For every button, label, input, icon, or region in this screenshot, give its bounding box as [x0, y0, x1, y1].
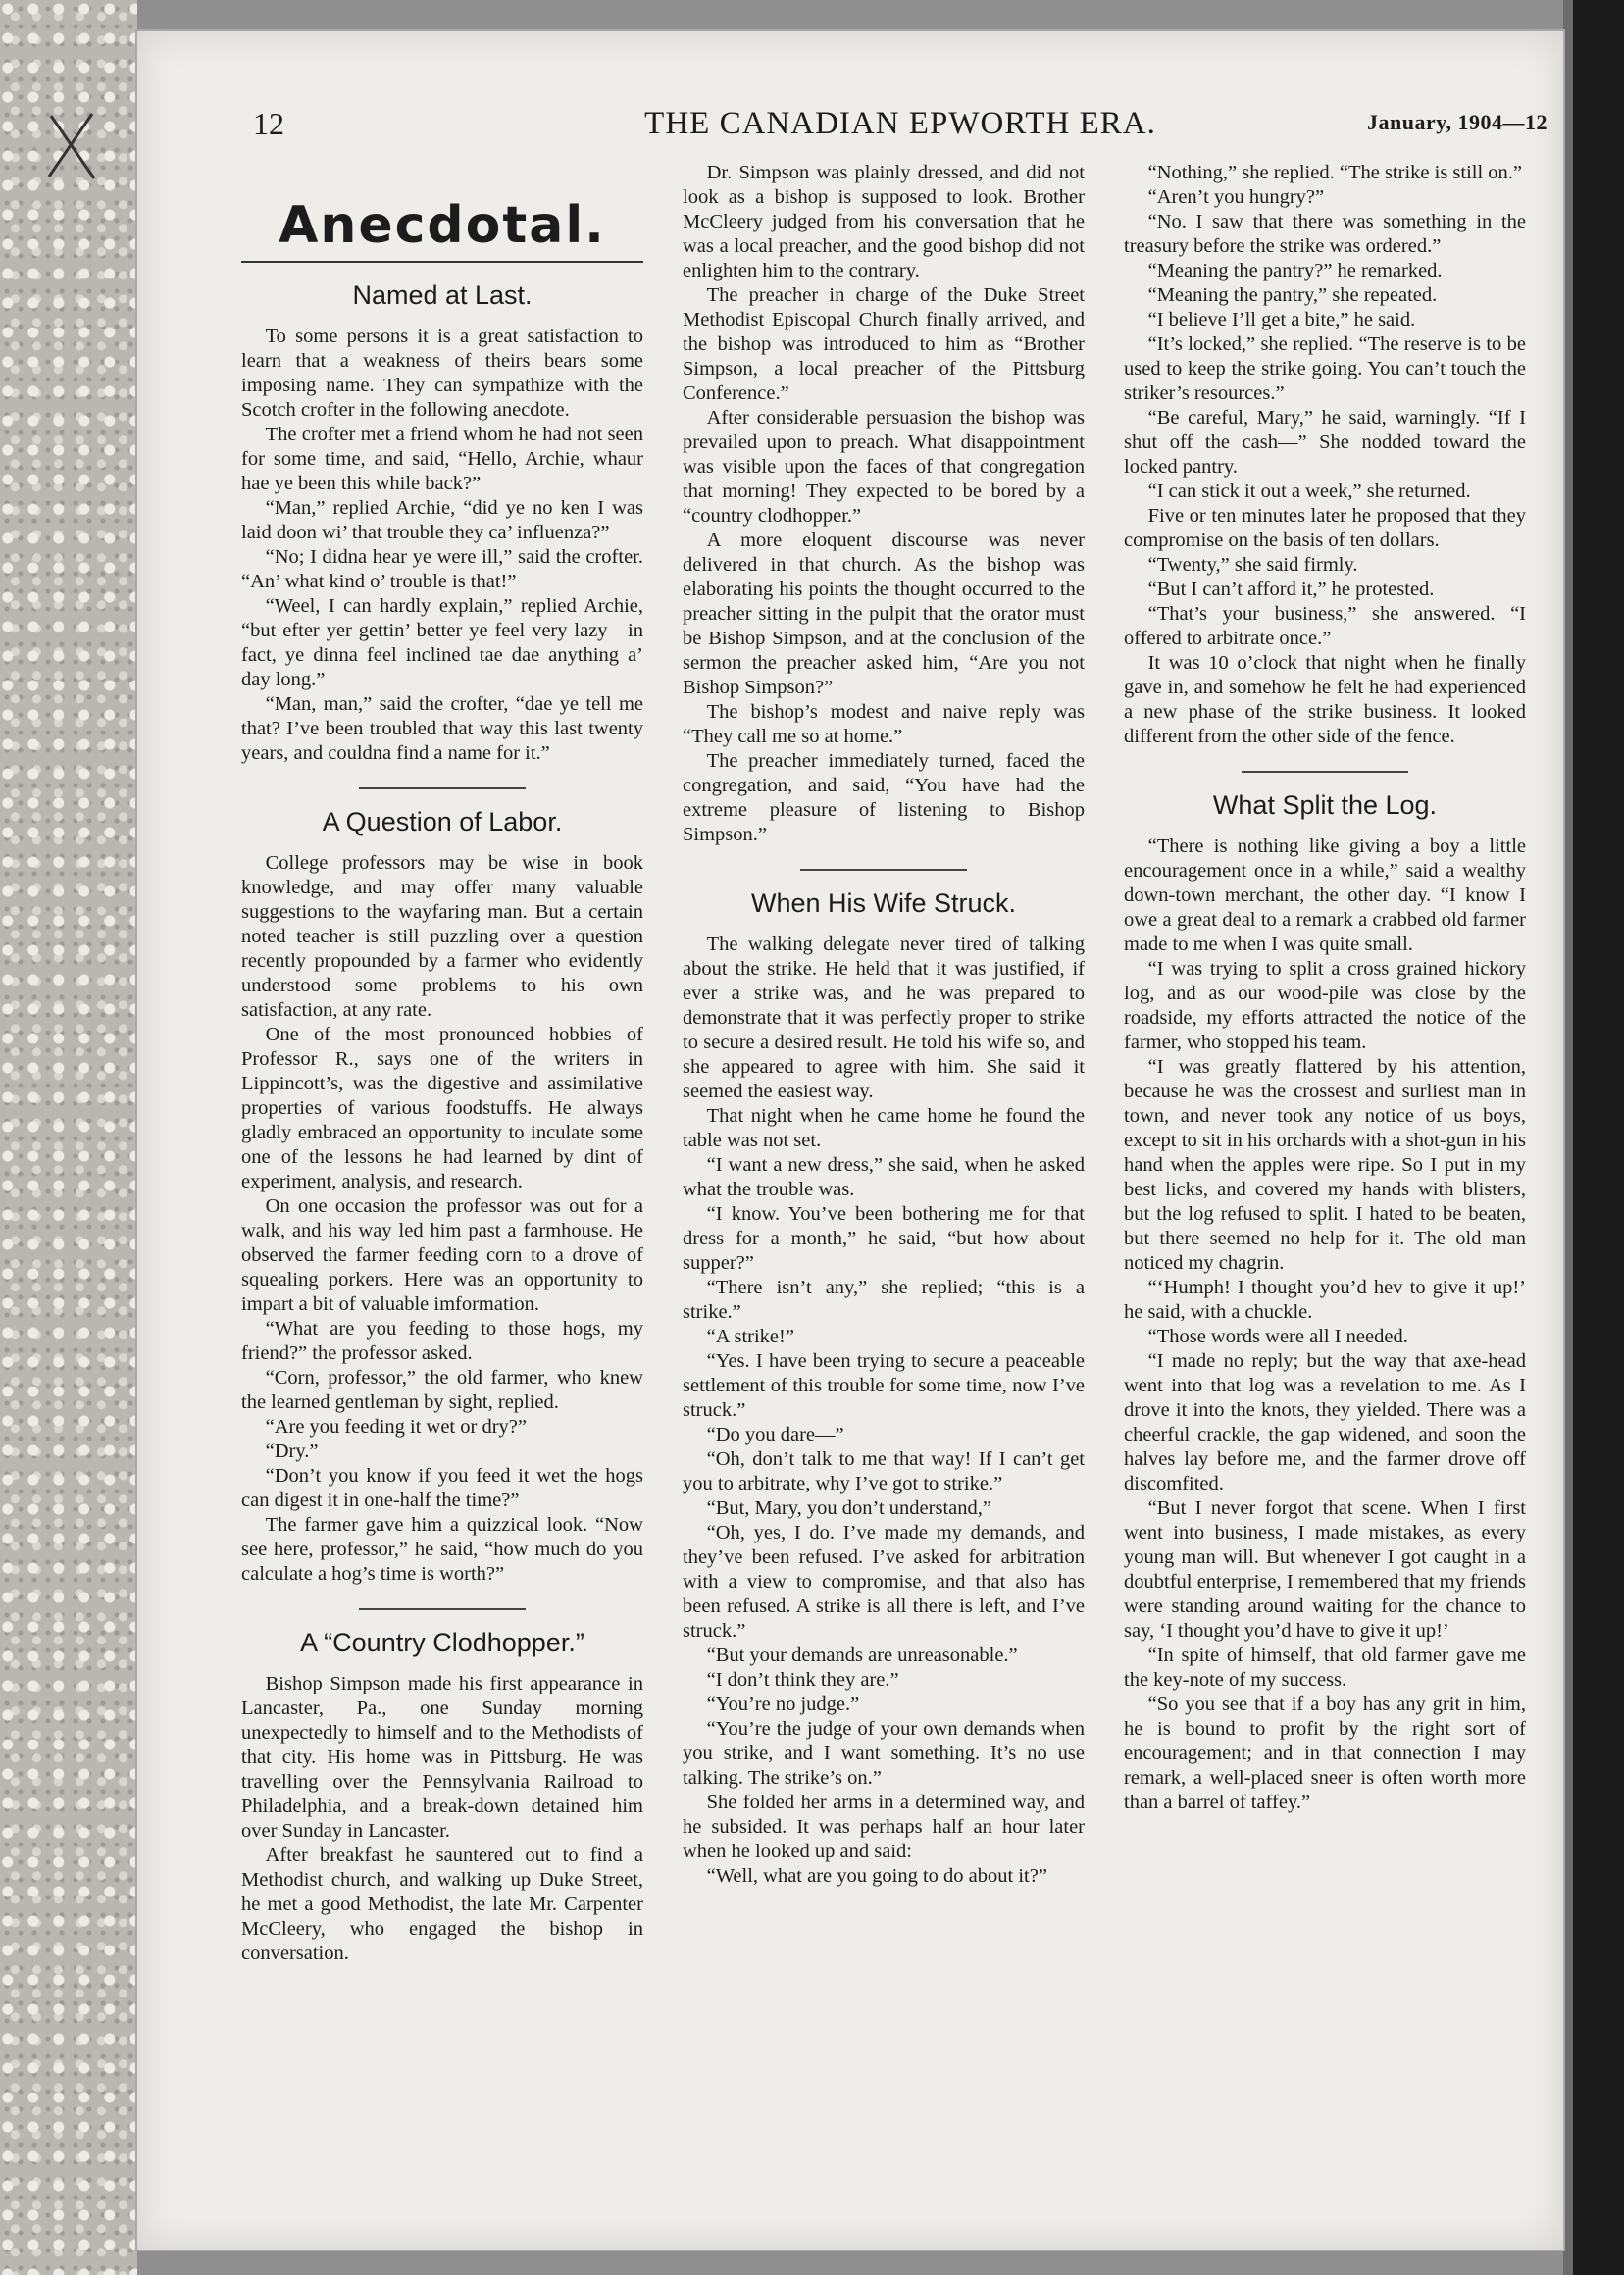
paragraph: “But your demands are unreasonable.”: [706, 1644, 1018, 1666]
column-1: [241, 188, 643, 1966]
paragraph: “I can stick it out a week,” she returned.: [1147, 480, 1471, 502]
separator-rule: [800, 869, 967, 871]
paragraph: “Corn, professor,” the old farmer, who knew the learned gentleman by sight, replied.: [241, 1367, 643, 1413]
paragraph: “Be careful, Mary,” he said, warningly. “If I shut off the cash—” She nodded toward the locked pantry.: [1124, 407, 1526, 478]
paragraph: After considerable persuasion the bishop was prevailed upon to preach. What disappointment was visible upon the faces of that congregation that morning! They expected to be bored by a “country clodhopper.”: [683, 407, 1085, 527]
article-title: When His Wife Struck.: [750, 888, 1017, 918]
article-title: What Split the Log.: [1212, 790, 1438, 820]
paragraph: The bishop’s modest and naive reply was “They call me so at home.”: [683, 701, 1085, 747]
paragraph: She folded her arms in a determined way, and he subsided. It was perhaps half an hour later when he looked up and said:: [683, 1792, 1085, 1862]
article-what-split-the-log: [1124, 790, 1526, 1815]
article-when-his-wife-struck-continued: [1124, 161, 1526, 749]
paragraph: That night when he came home he found the table was not set.: [683, 1105, 1085, 1151]
paragraph: “Oh, don’t talk to me that way! If I can’t get you to arbitrate, why I’ve got to strike.”: [683, 1448, 1085, 1494]
paragraph: After breakfast he sauntered out to find a Methodist church, and walking up Duke Street, he met a good Methodist, the late Mr. Carpenter McCleery, who engaged the bishop in conversation.: [241, 1845, 643, 1964]
paragraph: A more eloquent discourse was never delivered in that church. As the bishop was elaborating his points the thought occurred to the preacher sitting in the pulpit that the orator must be Bishop Simpson, and at the conclusion of the sermon the preacher asked him, “Are you not Bishop Simpson?”: [683, 530, 1085, 698]
article-when-his-wife-struck: [683, 888, 1085, 1889]
page-header: [253, 106, 1548, 155]
paragraph: “Man, man,” said the crofter, “dae ye tell me that? I’ve been troubled that way this last twenty years, and couldna find a name for it.”: [241, 693, 643, 764]
paragraph: “Weel, I can hardly explain,” replied Archie, “but efter yer gettin’ better ye feel very lazy—in fact, ye dinna feel inclined tae dae anything a’ day long.”: [241, 595, 643, 690]
article-country-clodhopper: [241, 1628, 643, 1966]
paragraph: “Yes. I have been trying to secure a peaceable settlement of this trouble for some time, now I’ve struck.”: [683, 1350, 1085, 1421]
paragraph: “It’s locked,” she replied. “The reserve is to be used to keep the strike going. You can’t touch the striker’s resources.”: [1124, 333, 1526, 404]
article-title: A Question of Labor.: [322, 807, 563, 836]
separator-rule: [1242, 771, 1408, 773]
paragraph: The farmer gave him a quizzical look. “Now see here, professor,” he said, “how much do you calculate a hog’s time is worth?”: [241, 1514, 643, 1585]
paragraph: “But I never forgot that scene. When I first went into business, I made mistakes, as every young man will. But whenever I got caught in a doubtful enterprise, I remembered that my friends were standing around waiting for the chance to say, ‘I thought you’d have to give it up!’: [1124, 1497, 1526, 1642]
paragraph: “You’re the judge of your own demands when you strike, and I want something. It’s no use talking. The strike’s on.”: [683, 1718, 1085, 1789]
column-2: [683, 161, 1085, 1889]
paragraph: “Aren’t you hungry?”: [1147, 186, 1325, 208]
paragraph: “But, Mary, you don’t understand,”: [706, 1497, 991, 1519]
paragraph: “Twenty,” she said firmly.: [1147, 554, 1358, 576]
separator-rule: [359, 787, 526, 789]
paragraph: Dr. Simpson was plainly dressed, and did not look as a bishop is supposed to look. Brother McCleery judged from his conversation that he was a local preacher, and the good bishop did not enlighten him to the contrary.: [683, 162, 1085, 281]
paragraph: “Do you dare—”: [706, 1424, 844, 1445]
paragraph: “Are you feeding it wet or dry?”: [265, 1416, 527, 1438]
page-number: 12: [253, 106, 284, 141]
paragraph: “Meaning the pantry,” she repeated.: [1147, 284, 1438, 306]
article-question-of-labor: [241, 807, 643, 1587]
paragraph: To some persons it is a great satisfaction to learn that a weakness of theirs bears some imposing name. They can sympathize with the Scotch crofter in the following anecdote.: [241, 326, 643, 421]
paragraph: “There is nothing like giving a boy a little encouragement once in a while,” said a wealthy down-town merchant, the other day. “I know I owe a great deal to a remark a crabbed old farmer made to me when I was quite small.: [1124, 835, 1526, 955]
paragraph: “Oh, yes, I do. I’ve made my demands, and they’ve been refused. I’ve asked for arbitration with a view to compromise, and that also has been refused. A strike is all there is left, and I’ve struck.”: [683, 1522, 1085, 1642]
section-masthead: Anecdotal.: [279, 196, 606, 255]
column-3: [1124, 161, 1526, 1815]
masthead-rule: [241, 261, 643, 263]
paragraph: “Dry.”: [265, 1441, 319, 1462]
article-title: A “Country Clodhopper.”: [300, 1628, 584, 1657]
paragraph: “No; I didna hear ye were ill,” said the crofter. “An’ what kind o’ trouble is that!”: [241, 546, 643, 592]
paragraph: “Don’t you know if you feed it wet the hogs can digest it in one-half the time?”: [241, 1465, 643, 1511]
paragraph: “I don’t think they are.”: [706, 1669, 899, 1691]
paragraph: “You’re no judge.”: [706, 1694, 860, 1715]
paragraph: “There isn’t any,” she replied; “this is a strike.”: [683, 1277, 1085, 1323]
paragraph: “Well, what are you going to do about it?”: [706, 1865, 1047, 1887]
paragraph: It was 10 o’clock that night when he finally gave in, and somehow he felt he had experienced a new phase of the strike business. It looked different from the other side of the fence.: [1124, 652, 1526, 747]
paragraph: One of the most pronounced hobbies of Professor R., says one of the writers in Lippincott’s, was the digestive and assimilative properties of various foodstuffs. He always gladly embraced an opportunity to inculate some one of the lessons he had learned by dint of experiment, analysis, and research.: [241, 1024, 643, 1192]
adjacent-page-margin: [0, 0, 137, 2275]
paragraph: “Those words were all I needed.: [1147, 1326, 1408, 1347]
journal-title: THE CANADIAN EPWORTH ERA.: [644, 106, 1156, 141]
paragraph: “No. I saw that there was something in the treasury before the strike was ordered.”: [1124, 211, 1526, 257]
article-named-at-last: [241, 280, 643, 766]
paragraph: “I was greatly flattered by his attention, because he was the crossest and surliest man in town, and never took any notice of us boys, except to sit in his orchards with a shot-gun in his hand when the apples were ripe. So I put in my best licks, and covered my hands with blisters, but the log refused to split. I hated to be beaten, but there seemed no help for it. The old man noticed my chagrin.: [1124, 1056, 1526, 1274]
paragraph: “So you see that if a boy has any grit in him, he is bound to profit by the right sort of encouragement; and in that connection I may remark, a well-placed sneer is often worth more than a barrel of taffey.”: [1124, 1694, 1526, 1813]
paragraph: The walking delegate never tired of talking about the strike. He held that it was justified, if ever a strike was, and he was prepared to demonstrate that it was perfectly proper to strike to secure a desired result. He told his wife so, and she appeared to agree with him. She said it seemed the easiest way.: [683, 934, 1085, 1102]
paragraph: College professors may be wise in book knowledge, and may offer many valuable suggestions to the wayfaring man. But a certain noted teacher is still puzzling over a question recently propounded by a farmer who evidently understood some problems to his own satisfaction, at any rate.: [241, 852, 643, 1021]
paragraph: On one occasion the professor was out for a walk, and his way led him past a farmhouse. He observed the farmer feeding corn to a drove of squealing porkers. Here was an opportunity to impart a bit of valuable imformation.: [241, 1195, 643, 1315]
separator-rule: [359, 1608, 526, 1610]
paragraph: The preacher in charge of the Duke Street Methodist Episcopal Church finally arrived, and the bishop was introduced to him as “Brother Simpson, a local preacher of the Pittsburg Conference.”: [683, 284, 1085, 404]
paragraph: “In spite of himself, that old farmer gave me the key-note of my success.: [1124, 1644, 1526, 1691]
scanner-edge: [1563, 0, 1624, 2275]
newspaper-page: [135, 29, 1565, 2251]
paragraph: “Nothing,” she replied. “The strike is still on.”: [1147, 162, 1523, 183]
paragraph: “I want a new dress,” she said, when he asked what the trouble was.: [683, 1154, 1085, 1200]
paragraph: “That’s your business,” she answered. “I offered to arbitrate once.”: [1124, 603, 1526, 649]
paragraph: “I made no reply; but the way that axe-head went into that log was a revelation to me. As I drove it into the knots, they yielded. There was a cheerful crackle, the gap widened, and soon the halves lay before me, and the farmer drove off discomfited.: [1124, 1350, 1526, 1494]
article-country-clodhopper-continued: [683, 161, 1085, 847]
paragraph: “Man,” replied Archie, “did ye no ken I was laid doon wi’ that trouble they ca’ influenza?”: [241, 497, 643, 543]
issue-date: January, 1904—12: [1366, 110, 1548, 134]
paragraph: Bishop Simpson made his first appearance in Lancaster, Pa., one Sunday morning unexpectedly to himself and to the Methodists of that city. His home was in Pittsburg. He was travelling over the Pennsylvania Railroad to Philadelphia, and a break-down detained him over Sunday in Lancaster.: [241, 1673, 643, 1842]
pencil-x-mark-icon: [43, 108, 102, 186]
paragraph: “A strike!”: [706, 1326, 794, 1347]
article-title: Named at Last.: [352, 280, 533, 310]
paragraph: The crofter met a friend whom he had not seen for some time, and said, “Hello, Archie, whaur hae ye been this while back?”: [241, 424, 643, 494]
paragraph: “I was trying to split a cross grained hickory log, and as our wood-pile was close by the roadside, my efforts attracted the notice of the farmer, who stopped his team.: [1124, 958, 1526, 1053]
paragraph: “‘Humph! I thought you’d hev to give it up!’ he said, with a chuckle.: [1124, 1277, 1526, 1323]
paragraph: “What are you feeding to those hogs, my friend?” the professor asked.: [241, 1318, 643, 1364]
paragraph: The preacher immediately turned, faced the congregation, and said, “You have had the extreme pleasure of listening to Bishop Simpson.”: [683, 750, 1085, 845]
paragraph: “Meaning the pantry?” he remarked.: [1147, 260, 1443, 281]
paragraph: “I believe I’ll get a bite,” he said.: [1147, 309, 1416, 330]
paragraph: “But I can’t afford it,” he protested.: [1147, 579, 1435, 600]
paragraph: Five or ten minutes later he proposed that they compromise on the basis of ten dollars.: [1124, 505, 1526, 551]
paragraph: “I know. You’ve been bothering me for that dress for a month,” he said, “but how about supper?”: [683, 1203, 1085, 1274]
